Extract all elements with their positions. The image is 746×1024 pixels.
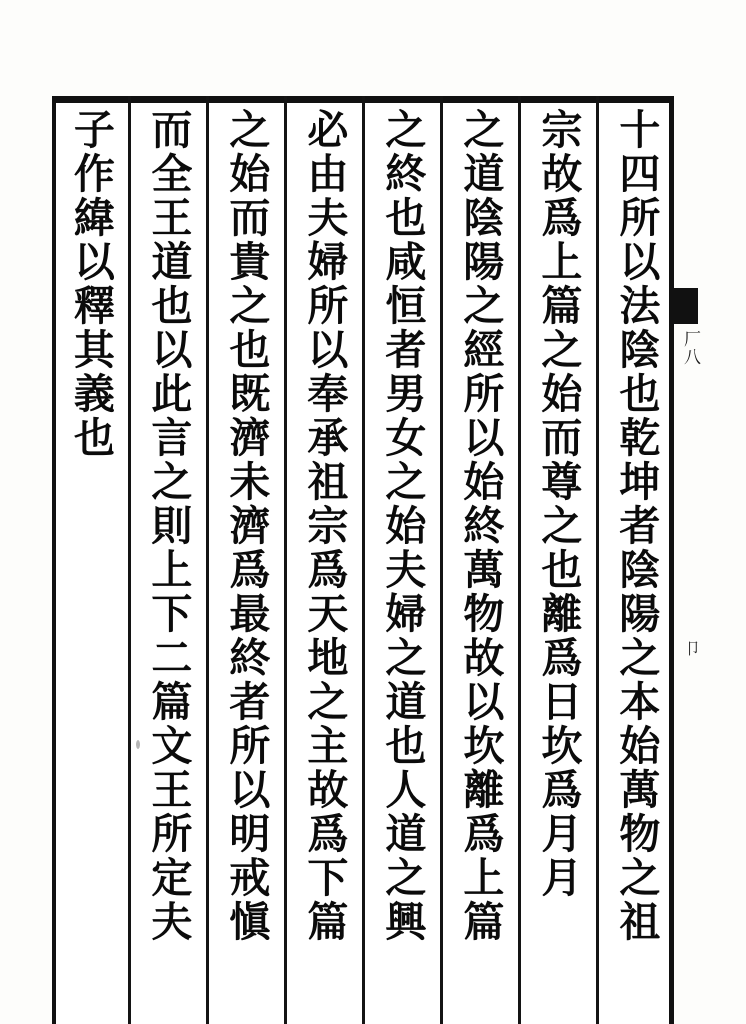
text-column-2 <box>518 96 596 1024</box>
column-text: 必由夫婦所以奉承祖宗爲天地之主故爲下篇 <box>300 108 349 944</box>
text-column-8 <box>54 96 128 1024</box>
text-column-7 <box>128 96 206 1024</box>
column-text: 十四所以法陰也乾坤者陰陽之本始萬物之祖 <box>612 108 661 944</box>
text-column-1 <box>596 96 674 1024</box>
text-column-4 <box>362 96 440 1024</box>
text-column-6 <box>206 96 284 1024</box>
margin-glyph-upper: 厂八 <box>680 330 700 366</box>
column-text: 宗故爲上篇之始而尊之也離爲日坎爲月月 <box>534 108 583 900</box>
column-text: 之始而貴之也既濟未濟爲最終者所以明戒愼 <box>222 108 271 944</box>
text-column-3 <box>440 96 518 1024</box>
paper-speck <box>136 740 140 749</box>
column-text: 之道陰陽之經所以始終萬物故以坎離爲上篇 <box>456 108 505 944</box>
margin-block-mark <box>672 288 698 324</box>
text-column-5 <box>284 96 362 1024</box>
column-text: 之終也咸恒者男女之始夫婦之道也人道之興 <box>378 108 427 944</box>
column-text: 子作緯以釋其義也 <box>66 108 115 460</box>
column-text: 而全王道也以此言之則上下二篇文王所定夫 <box>144 108 193 944</box>
margin-glyph-lower: 卩 <box>682 640 701 656</box>
text-columns <box>52 96 674 1024</box>
